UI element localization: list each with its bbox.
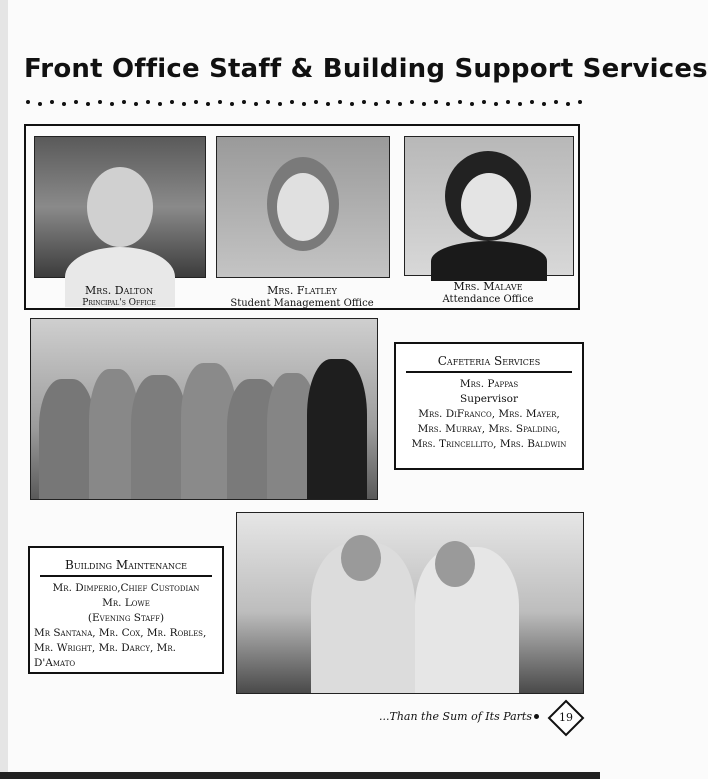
dot-row-separator [24,96,584,108]
cafeteria-line: Mrs. Trincellito, Mrs. Baldwin [411,438,567,450]
page-title: Front Office Staff & Building Support Services [24,54,708,84]
maintenance-line: D'Amato [34,657,76,669]
maintenance-line: Mr. Lowe [102,597,150,609]
building-maintenance-box [28,546,224,674]
cafeteria-group-photo [30,318,378,500]
heading-rule [40,575,212,577]
portrait-photo-flatley [216,136,390,278]
portrait-photo-malave [404,136,574,276]
cafeteria-line: Mrs. Pappas [459,378,519,390]
maintenance-staff-photo [236,512,584,694]
staff-name: Mrs. Malave [453,280,523,293]
cafeteria-line: Supervisor [460,393,518,405]
cafeteria-heading: Cafeteria Services [437,354,541,368]
cafeteria-line: Mrs. Murray, Mrs. Spalding, [417,423,561,435]
maintenance-line: Mr Santana, Mr. Cox, Mr. Robles, [34,627,207,639]
cafeteria-line: Mrs. DiFranco, Mrs. Mayer, [418,408,560,420]
staff-role: Attendance Office [442,294,534,305]
staff-name: Mrs. Flatley [267,284,337,297]
staff-role: Principal's Office [82,298,156,308]
page-number: 19 [559,711,573,724]
staff-name: Mrs. Dalton [85,284,153,297]
maintenance-line: Mr. Dimperio,Chief Custodian [52,582,200,594]
maintenance-line: Mr. Wright, Mr. Darcy, Mr. [34,642,177,654]
cafeteria-services-box [394,342,584,470]
portrait-photo-dalton [34,136,206,278]
footer-tagline: ...Than the Sum of Its Parts [379,710,532,723]
staff-caption-dalton [34,284,204,310]
maintenance-line: (Evening Staff) [87,612,165,624]
bottom-scan-edge [0,772,600,779]
staff-role: Student Management Office [230,298,374,309]
staff-caption-flatley [216,284,388,310]
maintenance-heading: Building Maintenance [65,558,187,572]
bullet-dot-icon [534,714,539,719]
heading-rule [406,371,572,373]
staff-caption-malave [404,280,572,306]
page-edge-shadow [0,0,8,779]
